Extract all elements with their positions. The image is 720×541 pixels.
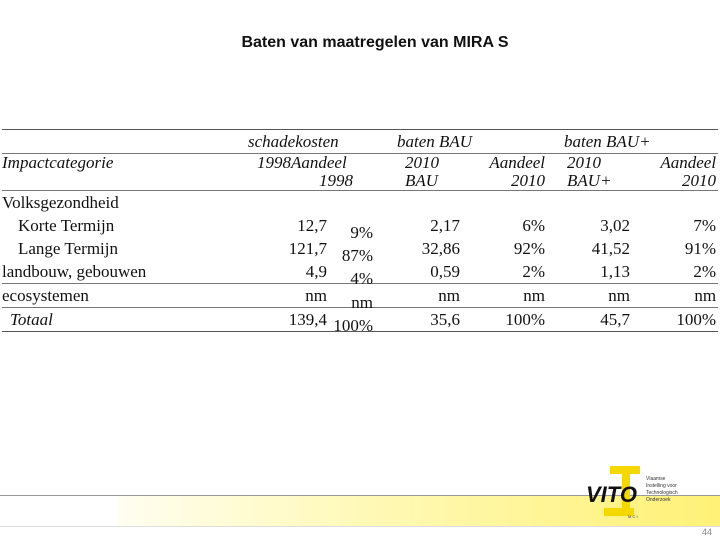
cell-value: 2,17 — [430, 215, 461, 235]
cell-value: 87% — [341, 246, 373, 265]
header-impactcategorie: Impactcategorie — [2, 154, 245, 191]
vito-logo — [584, 462, 694, 520]
cell-value: 9% — [350, 223, 373, 242]
header-2010-bau: 2010 BAU — [377, 154, 462, 191]
cell-value: 91% — [684, 238, 717, 258]
cell-value: 100% — [632, 308, 718, 332]
group-baten-bau: baten BAU — [397, 131, 473, 151]
group-schadekosten: schadekosten — [248, 131, 339, 151]
cell-value: 45,7 — [547, 308, 632, 332]
header-schadekosten: 1998Aandeel 1998 — [245, 154, 377, 191]
cell-value: nm — [351, 293, 373, 312]
svg-text:Vlaamse: Vlaamse — [646, 476, 666, 482]
cell-value: 2% — [522, 261, 546, 281]
cell-value: 4,9 — [305, 261, 328, 281]
cell-value: 2% — [693, 261, 717, 281]
svg-text:Instelling voor: Instelling voor — [646, 483, 677, 489]
row-label: Totaal — [2, 308, 245, 332]
cell-value: 41,52 — [591, 238, 631, 258]
cell-value: 12,7 — [297, 215, 328, 235]
cell-value: 139,4 — [245, 308, 377, 332]
cell-value: 35,6 — [377, 308, 462, 332]
row-label: ecosystemen — [2, 284, 245, 308]
cell-value: nm — [547, 284, 632, 308]
cell-value: nm — [462, 284, 547, 308]
cell-value: 0,59 — [430, 261, 461, 281]
table-row — [2, 191, 718, 215]
svg-text:Onderzoek: Onderzoek — [646, 497, 671, 503]
header-2010-bau-plus: 2010 BAU+ — [547, 154, 632, 191]
header-aandeel-bau-plus: Aandeel 2010 — [632, 154, 718, 191]
cell-value: nm — [377, 284, 462, 308]
column-header-row — [2, 154, 718, 191]
cell-value: nm — [245, 284, 377, 308]
page-title: Baten van maatregelen van MIRA S — [241, 34, 509, 51]
row-label: Korte Termijn — [18, 215, 115, 235]
group-baten-bau-plus: baten BAU+ — [564, 131, 651, 151]
logo-wordmark: VITO — [586, 482, 637, 507]
cell-value: 7% — [693, 215, 717, 235]
cell-value: 1,13 — [600, 261, 631, 281]
row-label: Lange Termijn — [18, 238, 118, 258]
cell-value: 4% — [350, 269, 373, 288]
cell-value: 92% — [513, 238, 546, 258]
page-number: 44 — [701, 527, 712, 537]
cell-value: nm — [632, 284, 718, 308]
cell-value: 6% — [522, 215, 546, 235]
cell-value: 100% — [333, 316, 373, 335]
row-label: landbouw, gebouwen — [2, 261, 147, 281]
svg-text:M C I: M C I — [628, 514, 638, 519]
footer-bar — [0, 526, 720, 541]
cell-value: 100% — [462, 308, 547, 332]
cell-value: 121,7 — [288, 238, 328, 258]
group-header-row — [2, 130, 718, 154]
cell-value: 32,86 — [421, 238, 461, 258]
row-label: Volksgezondheid — [2, 191, 245, 215]
svg-text:Technologisch: Technologisch — [646, 490, 678, 496]
header-aandeel-bau: Aandeel 2010 — [462, 154, 547, 191]
cell-value: 3,02 — [600, 215, 631, 235]
